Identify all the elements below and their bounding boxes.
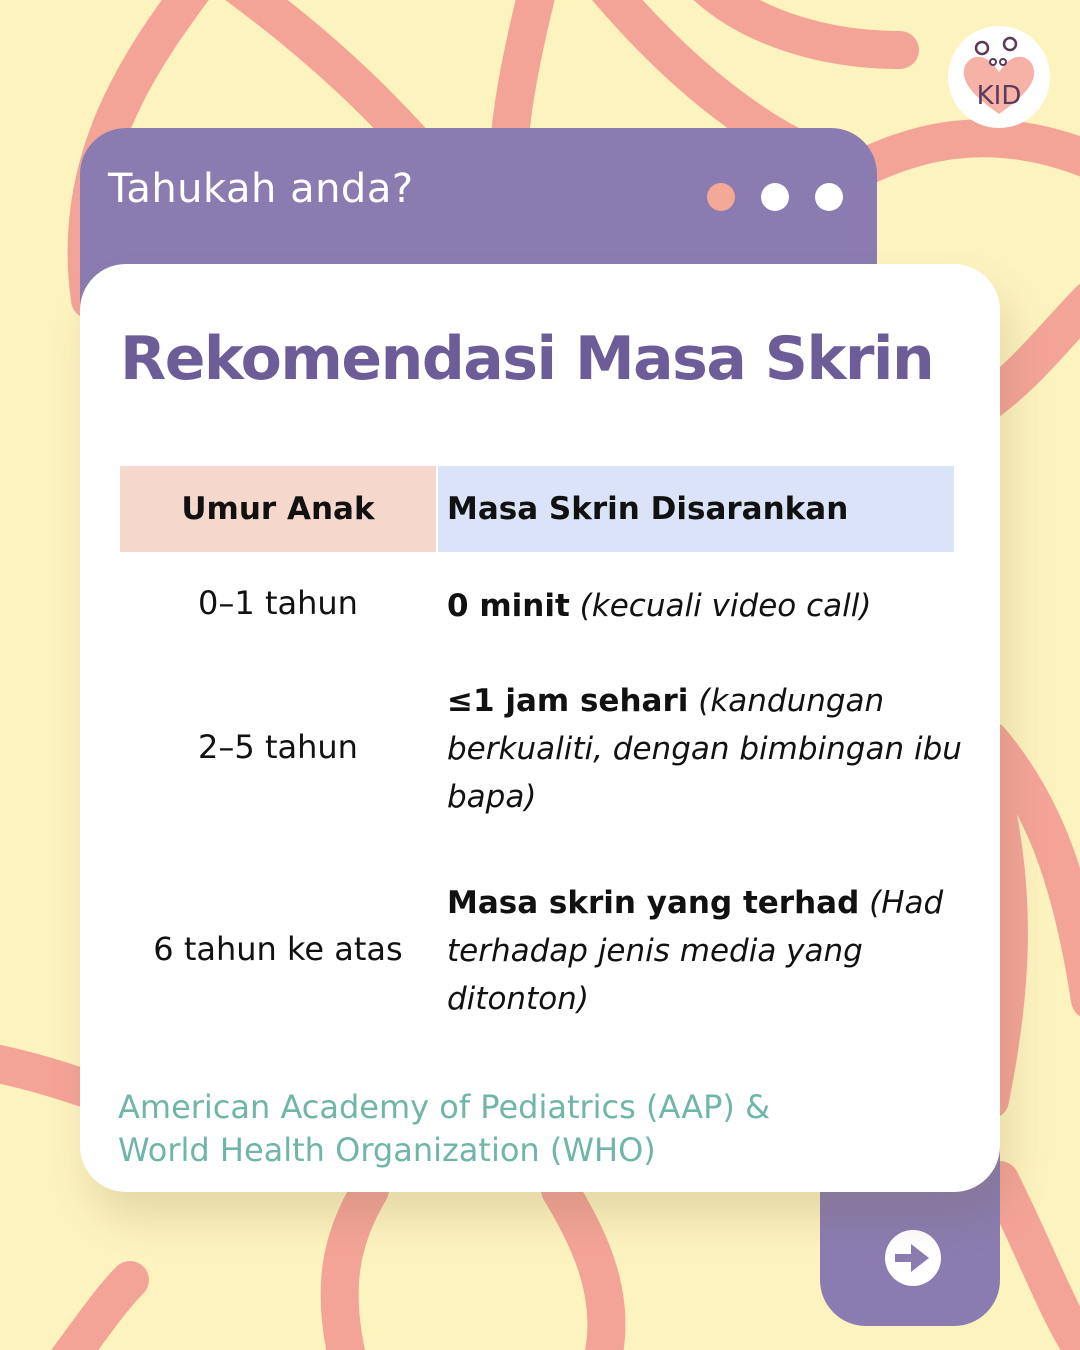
screen-time-value: Masa skrin yang terhad [447,885,860,921]
svg-text:KID: KID [976,81,1022,111]
kid-logo [948,26,1050,128]
source-citation [118,1086,770,1172]
screen-time-note: (kandungan berkualiti, dengan bimbingan ibu bapa) [447,683,962,815]
window-dot-2 [761,183,789,211]
source-line-1: American Academy of Pediatrics (AAP) & [118,1088,771,1126]
table-cell-age: 2–5 tahun [198,728,358,766]
table-header-screen-time: Masa Skrin Disarankan [438,466,954,552]
screen-time-value: 0 minit [447,588,570,624]
card-title: Rekomendasi Masa Skrin [120,324,934,394]
header-title: Tahukah anda? [108,166,414,212]
next-button[interactable] [885,1230,941,1286]
table-cell-age: 0–1 tahun [198,584,358,622]
table-cell-screen-time [447,582,967,630]
main-card [80,264,1000,1192]
family-heart-logo-icon [948,26,1050,128]
screen-time-value: ≤1 jam sehari [447,683,689,719]
arrow-right-icon [885,1230,941,1286]
screen-time-note: (Had terhadap jenis media yang ditonton) [447,885,944,1017]
window-dot-3 [815,183,843,211]
table-cell-screen-time [447,677,967,821]
source-line-2: World Health Organization (WHO) [118,1131,656,1169]
window-dot-1 [707,183,735,211]
screen-time-note: (kecuali video call) [579,588,872,624]
table-header-age: Umur Anak [120,466,436,552]
table-cell-age: 6 tahun ke atas [153,930,403,968]
table-cell-screen-time [447,879,967,1023]
